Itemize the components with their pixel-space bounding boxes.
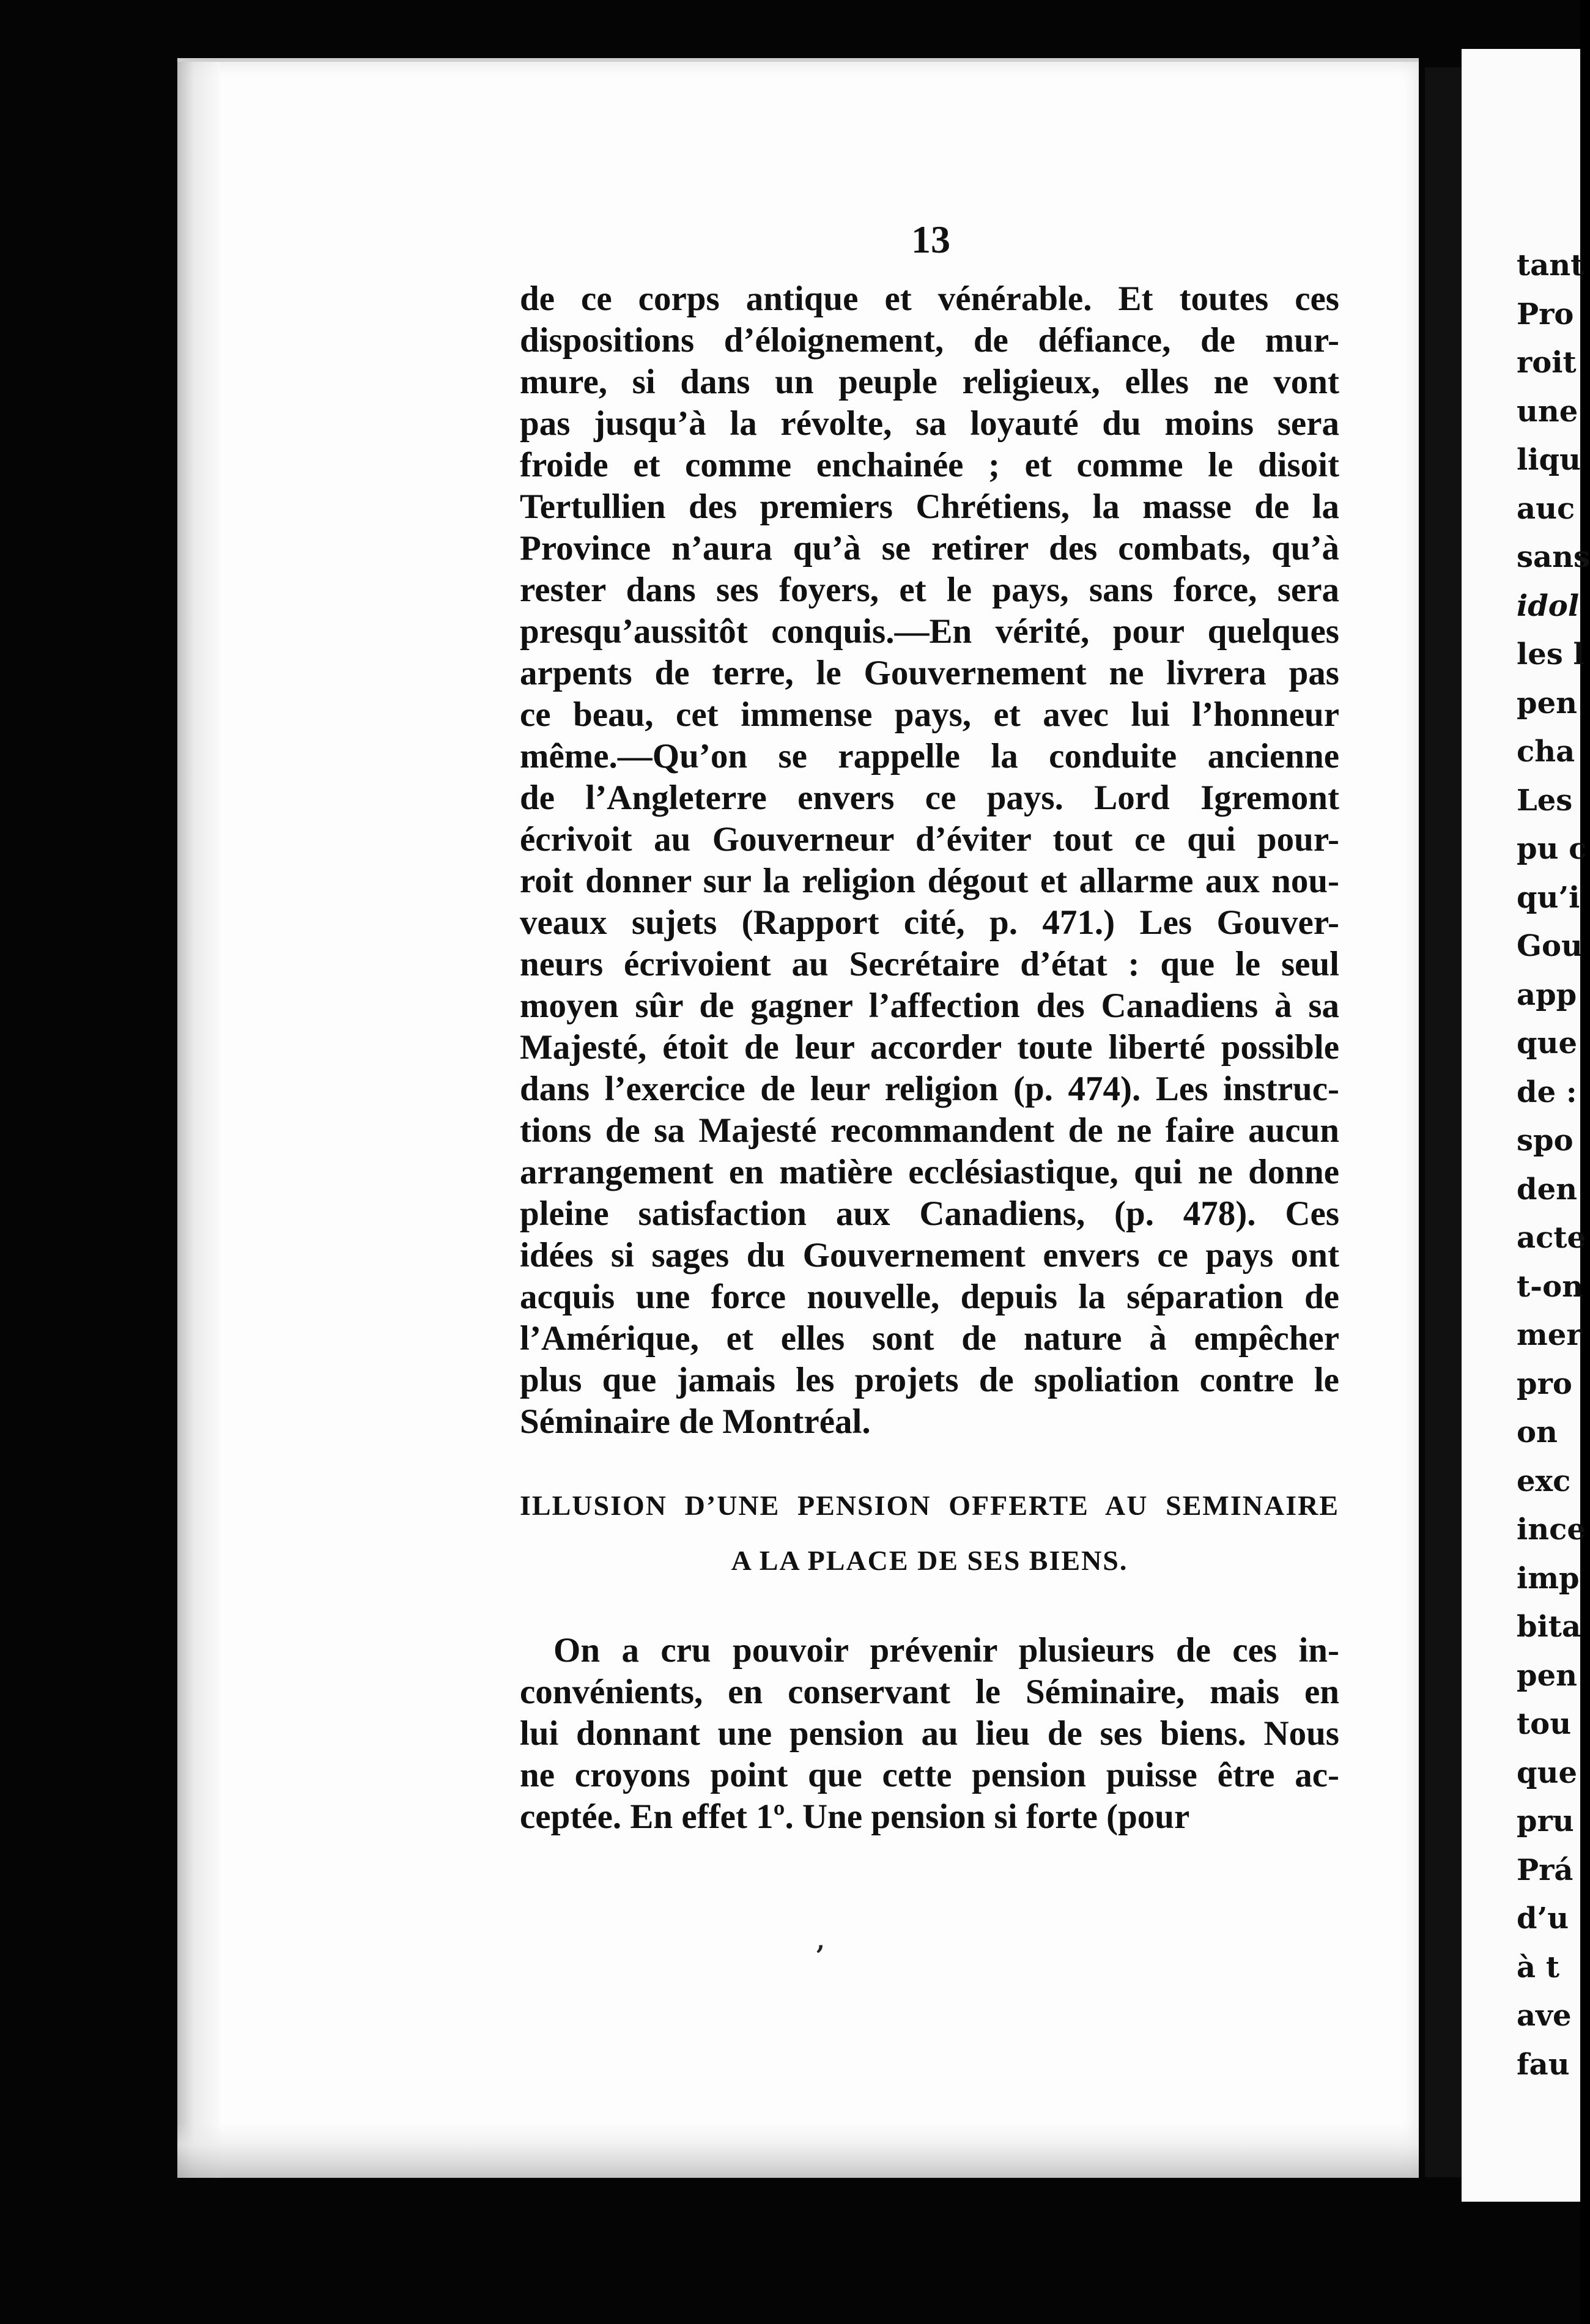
right-page-line: exc bbox=[1517, 1464, 1571, 1498]
body-text-line: pleine satisfaction aux Canadiens, (p. 478). Ces bbox=[520, 1194, 1339, 1233]
right-page-line: Gou bbox=[1517, 929, 1583, 963]
body-text-line: même.—Qu’on se rappelle la conduite ancienne bbox=[520, 737, 1339, 775]
body-text-line: neurs écrivoient au Secrétaire d’état : que le seul bbox=[520, 945, 1339, 983]
body-text-line: rester dans ses foyers, et le pays, sans force, sera bbox=[520, 571, 1339, 609]
book-gutter bbox=[1425, 67, 1462, 2177]
right-page-line: den bbox=[1517, 1172, 1577, 1207]
right-page-line: qu’i bbox=[1517, 880, 1580, 915]
right-page-line: acte bbox=[1517, 1221, 1586, 1255]
section-text-line: ceptée. En effet 1º. Une pension si forte (pour bbox=[520, 1797, 1190, 1836]
right-page-line: tant bbox=[1517, 248, 1584, 283]
body-text-line: veaux sujets (Rapport cité, p. 471.) Les Gouver- bbox=[520, 903, 1339, 942]
body-text bbox=[520, 278, 1339, 1443]
right-page-line: une bbox=[1517, 394, 1578, 429]
body-text-line: acquis une force nouvelle, depuis la séparation de bbox=[520, 1278, 1339, 1316]
right-page-line: à t bbox=[1517, 1950, 1559, 1985]
right-page-line: t-on bbox=[1517, 1269, 1584, 1304]
right-page-line: pro bbox=[1517, 1366, 1572, 1401]
right-page-line: bita bbox=[1517, 1610, 1581, 1644]
right-page-line: liqu bbox=[1517, 443, 1581, 477]
body-text-line: de l’Angleterre envers ce pays. Lord Igremont bbox=[520, 779, 1339, 817]
body-text-line: Province n’aura qu’à se retirer des combats, qu’à bbox=[520, 529, 1339, 568]
body-text-line: arrangement en matière ecclésiastique, qui ne donne bbox=[520, 1153, 1339, 1191]
body-text-line: Majesté, étoit de leur accorder toute liberté possible bbox=[520, 1028, 1339, 1067]
right-page-line: app bbox=[1517, 977, 1577, 1012]
body-text-line: froide et comme enchainée ; et comme le disoit bbox=[520, 446, 1339, 484]
body-text-line: pas jusqu’à la révolte, sa loyauté du moins sera bbox=[520, 404, 1339, 443]
section-heading-line-1: ILLUSION D’UNE PENSION OFFERTE AU SEMINAIRE bbox=[520, 1490, 1339, 1521]
body-text-line: mure, si dans un peuple religieux, elles ne vont bbox=[520, 363, 1339, 401]
right-page-line: ince bbox=[1517, 1512, 1586, 1547]
page-number: 13 bbox=[911, 218, 950, 261]
body-text-line: arpents de terre, le Gouvernement ne livrera pas bbox=[520, 654, 1339, 692]
right-page-line: pru bbox=[1517, 1804, 1574, 1838]
right-page-line: fau bbox=[1517, 2047, 1570, 2082]
right-page-line: que bbox=[1517, 1026, 1577, 1060]
right-page-line: on bbox=[1517, 1415, 1558, 1449]
right-page-line: auc bbox=[1517, 491, 1575, 526]
section-heading-line-2: A LA PLACE DE SES BIENS. bbox=[731, 1545, 1128, 1576]
right-page-line: imp bbox=[1517, 1561, 1580, 1596]
section-text-line: ne croyons point que cette pension puisse être ac- bbox=[520, 1756, 1339, 1794]
body-text-line: Tertullien des premiers Chrétiens, la masse de la bbox=[520, 487, 1339, 526]
right-page-line: mer bbox=[1517, 1318, 1582, 1352]
right-page-line: sans bbox=[1517, 540, 1590, 574]
right-page-line: les l bbox=[1517, 637, 1584, 672]
body-text-line: Séminaire de Montréal. bbox=[520, 1402, 871, 1441]
right-page-line: Pro bbox=[1517, 297, 1574, 331]
right-page-line: pu c bbox=[1517, 832, 1587, 866]
right-page-line: tou bbox=[1517, 1707, 1572, 1741]
right-page-line: Les bbox=[1517, 783, 1573, 818]
body-text-line: presqu’aussitôt conquis.—En vérité, pour quelques bbox=[520, 612, 1339, 651]
body-text-line: ce beau, cet immense pays, et avec lui l’honneur bbox=[520, 695, 1339, 734]
stray-ink-mark: , bbox=[816, 1926, 825, 1955]
body-text-line: moyen sûr de gagner l’affection des Canadiens à sa bbox=[520, 986, 1339, 1025]
body-text-line: dispositions d’éloignement, de défiance, de mur- bbox=[520, 321, 1339, 360]
right-page-line: cha bbox=[1517, 735, 1575, 769]
right-page-line: que bbox=[1517, 1755, 1577, 1790]
right-page-line: de : bbox=[1517, 1075, 1577, 1109]
right-page-fragment bbox=[1462, 49, 1590, 2202]
section-text-line: convénients, en conservant le Séminaire, mais en bbox=[520, 1673, 1339, 1711]
body-text-line: tions de sa Majesté recommandent de ne faire aucun bbox=[520, 1111, 1339, 1150]
right-page-line: roit bbox=[1517, 346, 1577, 380]
right-page-line: idol bbox=[1517, 588, 1580, 623]
right-page-line: spo bbox=[1517, 1123, 1573, 1158]
body-text-line: de ce corps antique et vénérable. Et toutes ces bbox=[520, 279, 1339, 318]
body-text-line: écrivoit au Gouverneur d’éviter tout ce qui pour- bbox=[520, 820, 1339, 859]
body-text-line: dans l’exercice de leur religion (p. 474). Les instruc- bbox=[520, 1070, 1339, 1108]
right-page-line: ave bbox=[1517, 1999, 1572, 2033]
body-text-line: idées si sages du Gouvernement envers ce pays ont bbox=[520, 1236, 1339, 1275]
section-paragraph bbox=[520, 1630, 1339, 1838]
section-text-line: lui donnant une pension au lieu de ses biens. Nous bbox=[520, 1714, 1339, 1753]
right-page-line: pen bbox=[1517, 1658, 1577, 1693]
right-page-line: d’u bbox=[1517, 1901, 1569, 1936]
body-text-line: plus que jamais les projets de spoliation contre le bbox=[520, 1361, 1339, 1399]
right-page-line: pen bbox=[1517, 686, 1577, 720]
body-text-line: roit donner sur la religion dégout et allarme aux nou- bbox=[520, 862, 1339, 900]
body-text-line: l’Amérique, et elles sont de nature à empêcher bbox=[520, 1319, 1339, 1358]
section-text-line: On a cru pouvoir prévenir plusieurs de ces in- bbox=[553, 1631, 1339, 1670]
right-page-line: Prá bbox=[1517, 1852, 1573, 1887]
